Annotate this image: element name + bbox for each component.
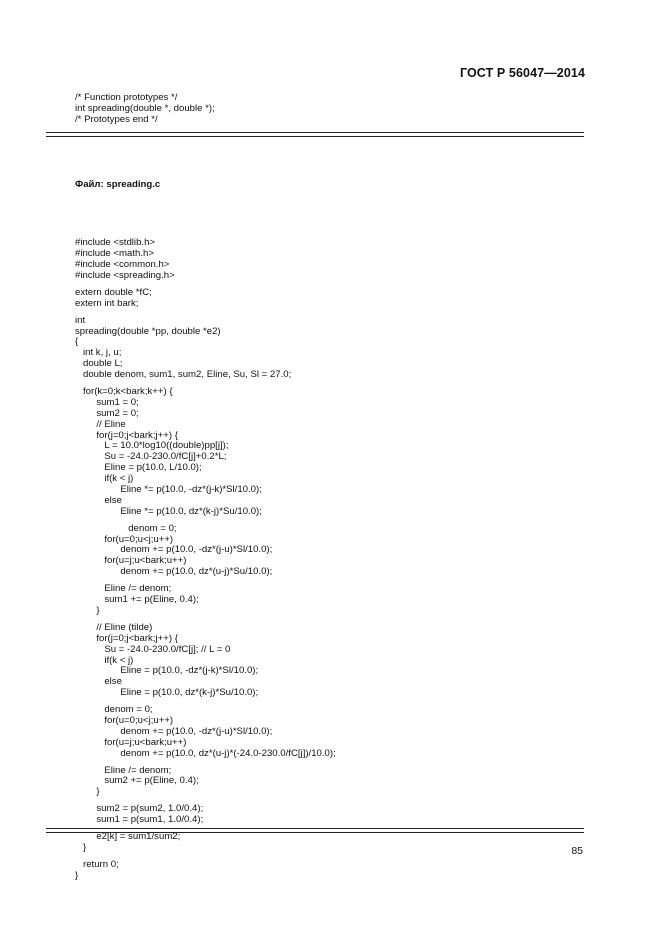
code-line: }: [75, 869, 79, 881]
code-line: L = 10.0*log10((double)pp[j]);: [75, 440, 229, 452]
code-line: denom = 0;: [75, 522, 177, 534]
code-line: sum1 = 0;: [75, 396, 139, 408]
code-line: double denom, sum1, sum2, Eline, Su, Sl = 27.0;: [75, 369, 292, 381]
code-line: else: [75, 676, 122, 688]
code-line: Eline *= p(10.0, dz*(k-j)*Su/10.0);: [75, 505, 262, 517]
code-line: #include <spreading.h>: [75, 270, 175, 281]
code-line: for(u=j;u<bark;u++): [75, 736, 187, 748]
code-line: Eline = p(10.0, dz*(k-j)*Su/10.0);: [75, 687, 259, 699]
section-divider: [46, 132, 584, 137]
code-line: }: [75, 841, 87, 853]
code-line: Su = -24.0-230.0/fC[j]+0.2*L;: [75, 451, 227, 463]
code-line: sum2 = p(sum2, 1.0/0.4);: [75, 803, 204, 815]
code-line: for(u=0;u<j;u++): [75, 714, 174, 726]
code-line: denom += p(10.0, -dz*(j-u)*Sl/10.0);: [75, 725, 273, 737]
code-line: if(k < j): [75, 473, 134, 485]
document-standard-header: ГОСТ Р 56047—2014: [459, 66, 585, 80]
code-line: e2[k] = sum1/sum2;: [75, 830, 181, 842]
code-line: // Eline (tilde): [75, 621, 153, 633]
code-line: Su = -24.0-230.0/fC[j]; // L = 0: [75, 643, 231, 655]
code-line: sum2 = 0;: [75, 407, 139, 419]
code-line: int spreading(double *, double *);: [75, 102, 215, 114]
code-line: }: [75, 604, 100, 616]
code-line: Eline *= p(10.0, -dz*(j-k)*Sl/10.0);: [75, 484, 262, 496]
code-line: sum2 += p(Eline, 0.4);: [75, 775, 199, 787]
code-line: // Eline: [75, 418, 126, 430]
prototypes-code-block: [75, 93, 215, 126]
code-lines: [75, 238, 336, 881]
code-line: #include <common.h>: [75, 259, 170, 271]
file-code-block: [75, 158, 336, 892]
code-line: #include <math.h>: [75, 248, 154, 260]
code-line: sum1 += p(Eline, 0.4);: [75, 594, 199, 606]
code-line: Eline = p(10.0, L/10.0);: [75, 462, 202, 474]
code-line: {: [75, 336, 79, 348]
code-line: if(k < j): [75, 654, 134, 666]
code-line: else: [75, 494, 122, 506]
page-number: 85: [571, 845, 583, 857]
code-line: for(u=j;u<bark;u++): [75, 555, 187, 567]
code-line: int k, j, u;: [75, 347, 122, 359]
code-line: for(j=0;j<bark;j++) {: [75, 429, 178, 441]
code-line: Eline /= denom;: [75, 764, 172, 776]
code-line: }: [75, 786, 100, 798]
code-line: extern double *fC;: [75, 286, 152, 298]
code-line: denom = 0;: [75, 704, 153, 716]
bottom-divider: [46, 828, 584, 833]
code-line: for(u=0;u<j;u++): [75, 533, 174, 545]
code-line: Eline /= denom;: [75, 583, 172, 595]
code-line: extern int bark;: [75, 297, 139, 309]
code-line: for(j=0;j<bark;j++) {: [75, 632, 178, 644]
code-line: double L;: [75, 358, 123, 370]
code-line: sum1 = p(sum1, 1.0/0.4);: [75, 814, 204, 826]
code-line: return 0;: [75, 858, 119, 870]
code-line: spreading(double *pp, double *e2): [75, 325, 221, 337]
code-line: denom += p(10.0, dz*(u-j)*Su/10.0);: [75, 566, 273, 578]
code-line: denom += p(10.0, -dz*(j-u)*Sl/10.0);: [75, 544, 273, 556]
code-line: int: [75, 314, 86, 326]
code-line: for(k=0;k<bark;k++) {: [75, 386, 173, 398]
code-line: Eline = p(10.0, -dz*(j-k)*Sl/10.0);: [75, 665, 259, 677]
code-line: denom += p(10.0, dz*(u-j)*(-24.0-230.0/fC[j])/10.0);: [75, 747, 336, 759]
file-title: Файл: spreading.c: [75, 178, 161, 190]
code-line: /* Prototypes end */: [75, 113, 158, 125]
code-line: /* Function prototypes */: [75, 92, 178, 103]
code-line: #include <stdlib.h>: [75, 237, 156, 249]
